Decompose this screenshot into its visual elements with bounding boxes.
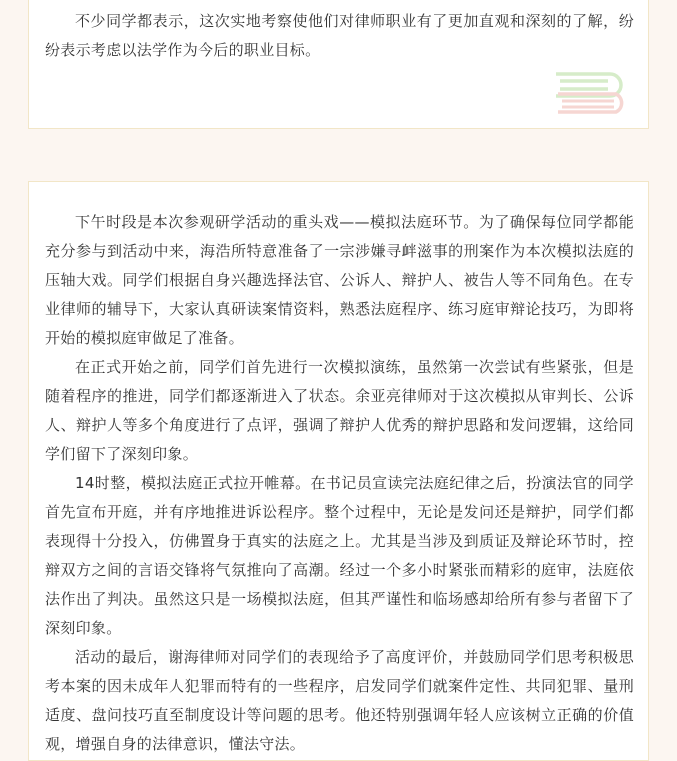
books-stack-icon xyxy=(554,70,634,114)
paragraph-3: 14时整，模拟法庭正式拉开帷幕。在书记员宣读完法庭纪律之后，扮演法官的同学首先宣布开庭，并有序地推进诉讼程序。整个过程中，无论是发问还是辩护，同学们都表现得十分投入，仿佛置身于真实的法庭之上。尤其是当涉及到质证及辩论环节时，控辩双方之间的言语交锋将气氛推向了高潮。经过一个多小时紧张而精彩的庭审，法庭依法作出了判决。虽然这只是一场模拟法庭，但其严谨性和临场感却给所有参与者留下了深刻印象。 xyxy=(45,474,634,637)
top-text-card xyxy=(28,0,649,129)
top-card-paragraph: 不少同学都表示，这次实地考察使他们对律师职业有了更加直观和深刻的了解，纷纷表示考虑以法学作为今后的职业目标。 xyxy=(45,12,634,59)
paragraph-4: 活动的最后，谢海律师对同学们的表现给予了高度评价，并鼓励同学们思考积极思考本案的因未成年人犯罪而特有的一些程序，启发同学们就案件定性、共同犯罪、量刑适度、盘问技巧直至制度设计等问题的思考。他还特别强调年轻人应该树立正确的价值观，增强自身的法律意识，懂法守法。 xyxy=(45,648,634,753)
paragraph-2: 在正式开始之前，同学们首先进行一次模拟演练，虽然第一次尝试有些紧张，但是随着程序的推进，同学们都逐渐进入了状态。余亚亮律师对于这次模拟从审判长、公诉人、辩护人等多个角度进行了点评，强调了辩护人优秀的辩护思路和发问逻辑，这给同学们留下了深刻印象。 xyxy=(45,358,634,463)
article-body xyxy=(29,208,648,759)
main-text-card xyxy=(28,181,649,761)
paragraph-1: 下午时段是本次参观研学活动的重头戏——模拟法庭环节。为了确保每位同学都能充分参与到活动中来，海浩所特意准备了一宗涉嫌寻衅滋事的刑案作为本次模拟法庭的压轴大戏。同学们根据自身兴趣选择法官、公诉人、辩护人、被告人等不同角色。在专业律师的辅导下，大家认真研读案情资料，熟悉法庭程序、练习庭审辩论技巧，为即将开始的模拟庭审做足了准备。 xyxy=(45,213,634,347)
